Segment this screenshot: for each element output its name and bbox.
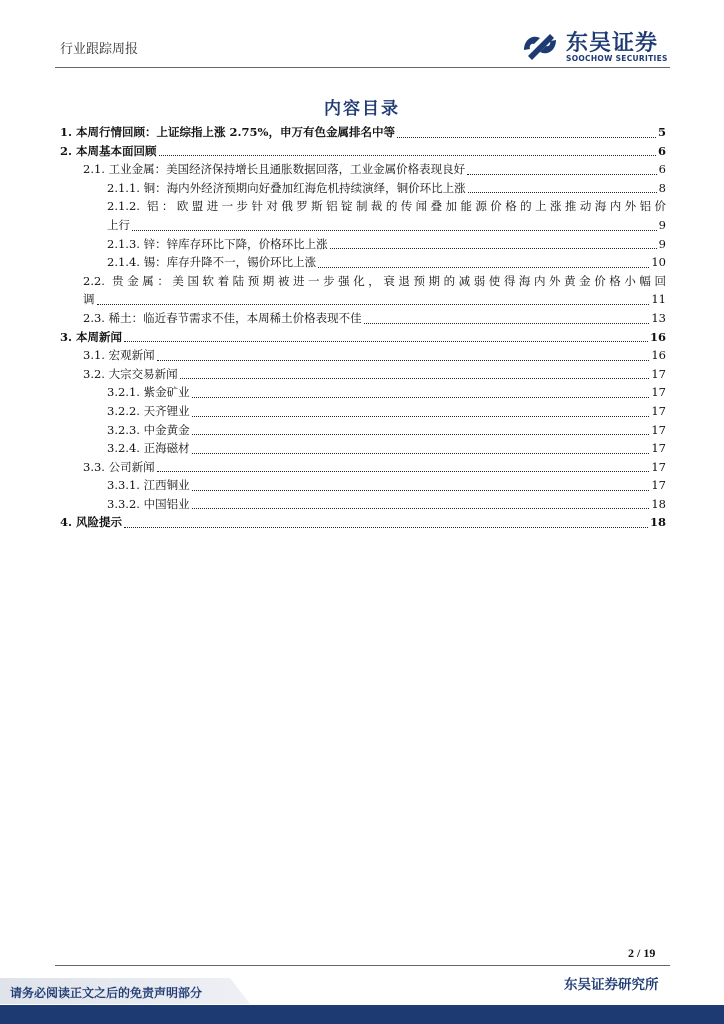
toc-entry-text: 2.1.4. 锡：库存升降不一，锡价环比上涨 (107, 255, 317, 270)
toc-entry-text: 3.2.4. 正海磁材 (107, 441, 190, 456)
soochow-logo-icon (520, 28, 560, 62)
toc-dot-leader (192, 397, 650, 398)
toc-dot-leader (192, 434, 650, 435)
toc-page-number: 9 (658, 217, 666, 232)
logo-chinese-name: 东吴证券 (566, 31, 659, 56)
toc-entry[interactable] (60, 513, 666, 532)
footer-band (0, 1005, 724, 1024)
toc-dot-leader (397, 137, 656, 138)
institute-name: 东吴证券研究所 (564, 977, 659, 993)
toc-entry-text: 3.3. 公司新闻 (83, 459, 155, 474)
toc-entry-text: 4. 风险提示 (60, 515, 123, 530)
toc-entry-text: 2.3. 稀土：临近春节需求不佳，本周稀土价格表现不佳 (83, 310, 362, 325)
toc-page-number: 17 (651, 459, 666, 474)
toc-entry-text: 3.2.1. 紫金矿业 (107, 385, 190, 400)
toc-dot-leader (124, 341, 648, 342)
toc-page-number: 17 (651, 422, 666, 437)
toc-entry[interactable] (60, 309, 666, 328)
toc-title: 内容目录 (324, 99, 400, 119)
toc-entry-text: 3.2.2. 天齐锂业 (107, 403, 190, 418)
toc-page-number: 16 (651, 348, 666, 363)
toc-entry-text-continuation: 上行 (107, 217, 130, 232)
toc-entry[interactable] (60, 179, 666, 198)
toc-entry[interactable] (60, 383, 666, 402)
disclaimer-text: 请务必阅读正文之后的免责声明部分 (10, 986, 203, 1000)
toc-page-number: 6 (657, 143, 666, 158)
toc-entry-text: 2. 本周基本面回顾 (60, 143, 157, 158)
toc-entry-text: 3.2. 大宗交易新闻 (83, 366, 178, 381)
toc-entry-text: 3.1. 宏观新闻 (83, 348, 155, 363)
toc-page-number: 17 (651, 403, 666, 418)
toc-entry-text: 3.2.3. 中金黄金 (107, 422, 190, 437)
toc-entry[interactable] (60, 439, 666, 458)
toc-entry[interactable] (60, 495, 666, 514)
toc-entry-text: 2.1.1. 铜：海内外经济预期向好叠加红海危机持续演绎，铜价环比上涨 (107, 180, 466, 195)
toc-entry-text: 3. 本周新闻 (60, 329, 123, 344)
toc-entry[interactable] (60, 402, 666, 421)
report-type-label: 行业跟踪周报 (60, 42, 139, 57)
toc-page-number: 10 (651, 255, 666, 270)
toc-entry-continuation[interactable] (60, 216, 666, 235)
toc-page-number: 11 (651, 292, 666, 307)
toc-page-number: 17 (651, 441, 666, 456)
toc-entry[interactable] (60, 365, 666, 384)
toc-dot-leader (159, 155, 656, 156)
toc-dot-leader (330, 248, 657, 249)
toc-dot-leader (157, 360, 650, 361)
toc-entry[interactable] (60, 458, 666, 477)
toc-entry[interactable] (60, 142, 666, 161)
toc-dot-leader (157, 471, 650, 472)
toc-page-number: 6 (658, 162, 666, 177)
toc-dot-leader (318, 267, 649, 268)
toc-dot-leader (132, 230, 657, 231)
toc-entry-text: 2.1. 工业金属：美国经济保持增长且通胀数据回落，工业金属价格表现良好 (83, 162, 466, 177)
header-divider (55, 67, 670, 68)
toc-page-number: 17 (651, 385, 666, 400)
toc-entry[interactable] (60, 253, 666, 272)
toc-entry[interactable] (60, 346, 666, 365)
toc-entry-text: 2.1.2. 铝：欧盟进一步针对俄罗斯铝锭制裁的传闻叠加能源价格的上涨推动海内外铝价 (107, 199, 666, 214)
toc-dot-leader (124, 527, 648, 528)
toc-page-number: 18 (651, 496, 666, 511)
toc-dot-leader (192, 453, 650, 454)
toc-entry[interactable] (60, 235, 666, 254)
toc-dot-leader (180, 378, 650, 379)
toc-entry-text: 1. 本周行情回顾：上证综指上涨 2.75%，申万有色金属排名中等 (60, 125, 395, 139)
toc-dot-leader (192, 490, 650, 491)
toc-entry[interactable] (60, 272, 666, 291)
toc-entry[interactable] (60, 197, 666, 216)
toc-entry[interactable] (60, 328, 666, 347)
logo-english-name: SOOCHOW SECURITIES (566, 54, 668, 63)
toc-dot-leader (192, 416, 650, 417)
footer-divider (55, 965, 670, 966)
toc-entry-text: 3.3.2. 中国铝业 (107, 496, 190, 511)
toc-entry[interactable] (60, 123, 666, 142)
toc-page-number: 13 (651, 310, 666, 325)
toc-dot-leader (467, 174, 657, 175)
page-number: 2 / 19 (628, 946, 656, 960)
toc-page-number: 8 (658, 180, 666, 195)
toc-entry-text: 3.3.1. 江西铜业 (107, 478, 190, 493)
toc-page-number: 5 (657, 125, 666, 139)
toc-page-number: 16 (649, 329, 666, 344)
toc-page-number: 17 (651, 366, 666, 381)
company-logo (520, 26, 680, 66)
toc-entry[interactable] (60, 476, 666, 495)
toc-dot-leader (192, 508, 650, 509)
toc-entry-text: 2.1.3. 锌：锌库存环比下降，价格环比上涨 (107, 236, 328, 251)
toc-entry-text-continuation: 调 (83, 292, 95, 307)
toc-entry-text: 2.2. 贵金属：美国软着陆预期被进一步强化，衰退预期的减弱使得海内外黄金价格小幅回 (83, 273, 666, 288)
toc-dot-leader (364, 323, 650, 324)
toc-page-number: 18 (649, 515, 666, 530)
toc-entry-continuation[interactable] (60, 290, 666, 309)
toc-entry[interactable] (60, 160, 666, 179)
toc-dot-leader (97, 304, 650, 305)
toc-page-number: 9 (658, 236, 666, 251)
table-of-contents (60, 123, 666, 532)
toc-dot-leader (468, 192, 657, 193)
toc-page-number: 17 (651, 478, 666, 493)
toc-entry[interactable] (60, 421, 666, 440)
